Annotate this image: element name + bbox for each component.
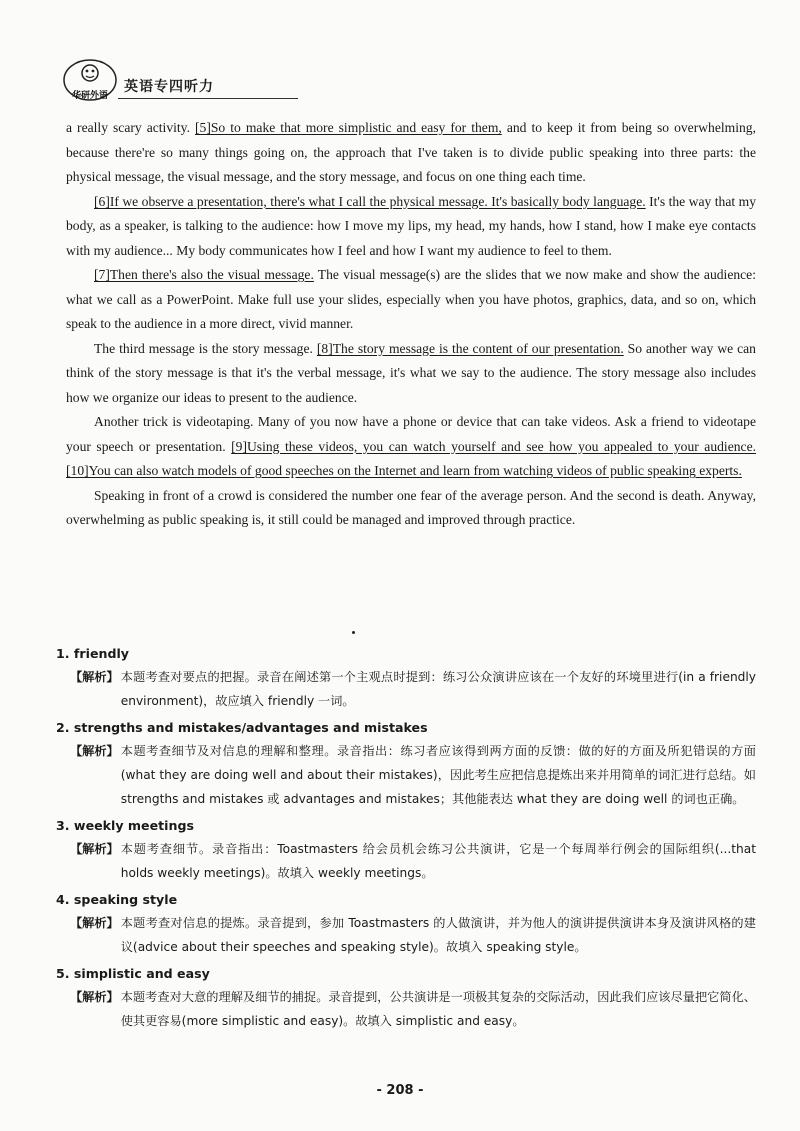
analysis-text: 本题考查细节。录音指出：Toastmasters 给会员机会练习公共演讲，它是一个每周举行例会的国际组织(...that holds weekly meetings)。故填入 weekly meetings。 [120, 842, 756, 880]
text: Another trick is videotaping. Many of you now have a phone or device that can take videos. Ask a friend to videotape your speech or presentation. [66, 414, 756, 454]
underlined-answer-9: [9]Using these videos, you can watch yourself and see how you appealed to your audience. [231, 438, 757, 454]
analysis-text: 本题考查细节及对信息的理解和整理。录音指出：练习者应该得到两方面的反馈：做的好的方面及所犯错误的方面(what they are doing well and about their mistakes)，因此考生应把信息提炼出来并用简单的词汇进行总结。如 strengths and mistakes 或 advantages and mistakes；其他能表达 what they are doing well 的词也正确。 [120, 744, 756, 806]
paragraph-2 [66, 190, 756, 264]
header-divider [118, 98, 298, 99]
analysis-text: 本题考查对要点的把握。录音在阐述第一个主观点时提到：练习公众演讲应该在一个友好的环境里进行(in a friendly environment)，故应填入 friendly 一词。 [120, 670, 756, 708]
answer-item-1 [56, 643, 756, 713]
book-title: 英语专四听力 [124, 79, 214, 95]
text: The third message is the story message. [94, 340, 317, 356]
paragraph-6 [66, 484, 756, 533]
analysis-label: 【解析】 [70, 744, 119, 758]
answer-item-2 [56, 717, 756, 811]
underlined-answer-10: [10]You can also watch models of good speeches on the Internet and learn from watching videos of public speaking experts. [66, 463, 742, 478]
answer-heading: 4. speaking style [56, 892, 178, 907]
analysis-label: 【解析】 [70, 990, 119, 1004]
paragraph-3 [66, 263, 756, 337]
answer-heading: 5. simplistic and easy [56, 966, 210, 981]
text: Speaking in front of a crowd is considered the number one fear of the average person. And the second is death. Anyway, overwhelming as public speaking is, it still could be managed and improved through practice. [66, 487, 756, 527]
page-header [62, 58, 242, 102]
analysis-label: 【解析】 [70, 842, 119, 856]
paragraph-5 [66, 410, 756, 484]
answer-key [56, 643, 756, 1037]
page-number: - 208 - [376, 1083, 424, 1098]
analysis-label: 【解析】 [70, 670, 119, 684]
text: The visual message(s) are the slides that we now make and show the audience: what we call as a PowerPoint. Make full use your slides, especially when you have photos, graphics, data, and so on, which speak to the audience in a more direct, vivid manner. [66, 267, 756, 331]
publisher-logo [62, 58, 118, 102]
underlined-answer-8: [8]The story message is the content of our presentation. [316, 340, 624, 356]
text: and to keep it from being so overwhelming, because there're so many things going on, the approach that I've taken is to divide public speaking into three parts: the physical message, the visual message, and the story message, and focus on one thing each time. [66, 120, 756, 184]
answer-item-3 [56, 815, 756, 885]
stray-mark [352, 631, 355, 634]
paragraph-1 [66, 116, 756, 190]
text: a really scary activity. [66, 120, 196, 135]
analysis-text: 本题考查对信息的提炼。录音提到，参加 Toastmasters 的人做演讲，并为他人的演讲提供演讲本身及演讲风格的建议(advice about their speeches and speaking style)。故填入 speaking style。 [120, 916, 756, 954]
answer-heading: 1. friendly [56, 646, 129, 661]
logo-text: 华研外语 [71, 91, 108, 101]
underlined-answer-6: [6]If we observe a presentation, there's what I call the physical message. It's basically body language. [94, 193, 646, 209]
analysis-text: 本题考查对大意的理解及细节的捕捉。录音提到，公共演讲是一项极其复杂的交际活动，因此我们应该尽量把它简化、使其更容易(more simplistic and easy)。故填入 simplistic and easy。 [120, 990, 756, 1028]
text: So another way we can think of the story message is that it's the verbal message, it's what we say to the audience. The story message also includes how we organize our ideas to present to the audience. [66, 340, 756, 405]
answer-heading: 2. strengths and mistakes/advantages and mistakes [56, 720, 428, 735]
text: It's the way that my body, as a speaker, is talking to the audience: how I move my lips, my head, my hands, how I stand, how I make eye contacts with my audience... My body communicates how I feel and how I want my audience to feel to them. [66, 193, 756, 258]
underlined-answer-7: [7]Then there's also the visual message. [94, 267, 314, 282]
answer-item-5 [56, 963, 756, 1033]
analysis-label: 【解析】 [70, 916, 119, 930]
answer-item-4 [56, 889, 756, 959]
underlined-answer-5: [5]So to make that more simplistic and easy for them, [195, 120, 502, 135]
answer-heading: 3. weekly meetings [56, 818, 194, 833]
paragraph-4 [66, 337, 756, 411]
passage [66, 116, 756, 533]
